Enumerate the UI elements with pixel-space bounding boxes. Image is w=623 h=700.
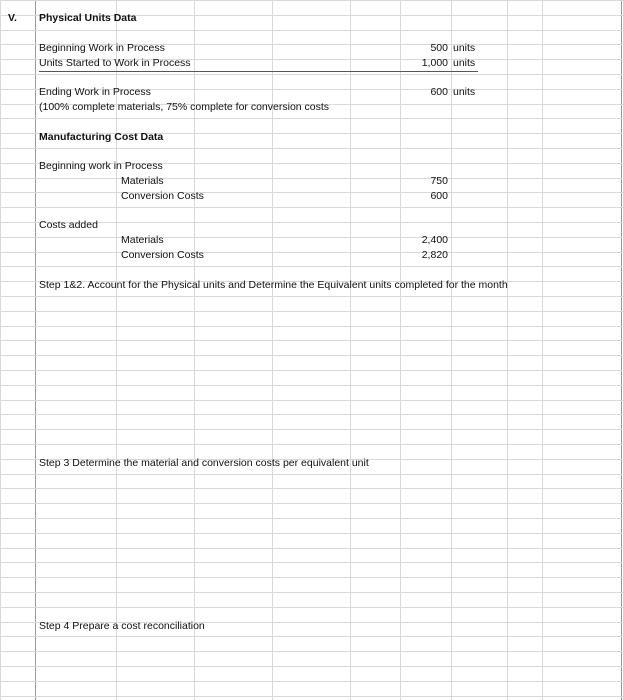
- beginning-materials-label: Materials: [121, 175, 164, 187]
- ending-wip-label: Ending Work in Process: [39, 86, 151, 98]
- step-1-2-instruction: Step 1&2. Account for the Physical units and Determine the Equivalent units completed for the month: [39, 279, 508, 291]
- grid-row-line: [0, 474, 623, 475]
- grid-row-line: [0, 562, 623, 563]
- ending-wip-value: 600: [430, 86, 448, 98]
- beginning-conversion-value: 600: [430, 190, 448, 202]
- grid-column-line: [400, 0, 401, 700]
- grid-row-line: [0, 237, 623, 238]
- grid-column-line: [542, 0, 543, 700]
- grid-row-line: [0, 148, 623, 149]
- beginning-wip-value: 500: [430, 42, 448, 54]
- added-conversion-value: 2,820: [421, 249, 448, 261]
- beginning-wip-unit: units: [453, 42, 476, 54]
- units-started-value: 1,000: [421, 57, 448, 69]
- grid-row-line: [0, 518, 623, 519]
- grid-column-line: [621, 0, 622, 700]
- grid-row-line: [0, 192, 623, 193]
- beginning-conversion-label: Conversion Costs: [121, 190, 204, 202]
- grid-row-line: [0, 548, 623, 549]
- section-label: V.: [8, 12, 17, 24]
- beginning-wip-cost-label: Beginning work in Process: [39, 160, 163, 172]
- grid-row-line: [0, 666, 623, 667]
- grid-row-line: [0, 340, 623, 341]
- grid-row-line: [0, 488, 623, 489]
- added-materials-value: 2,400: [421, 234, 448, 246]
- grid-row-line: [0, 636, 623, 637]
- grid-row-line: [0, 266, 623, 267]
- grid-row-line: [0, 681, 623, 682]
- grid-column-line: [507, 0, 508, 700]
- step-4-instruction: Step 4 Prepare a cost reconciliation: [39, 620, 205, 632]
- costs-added-label: Costs added: [39, 219, 98, 231]
- physical-units-title: Physical Units Data: [39, 12, 137, 24]
- grid-row-line: [0, 651, 623, 652]
- grid-row-line: [0, 311, 623, 312]
- grid-row-line: [0, 252, 623, 253]
- grid-column-line: [0, 0, 1, 700]
- grid-column-line: [35, 0, 36, 700]
- grid-row-line: [0, 429, 623, 430]
- grid-row-line: [0, 355, 623, 356]
- beginning-materials-value: 750: [430, 175, 448, 187]
- grid-row-line: [0, 30, 623, 31]
- grid-row-line: [0, 0, 623, 1]
- beginning-wip-label: Beginning Work in Process: [39, 42, 165, 54]
- manufacturing-cost-title: Manufacturing Cost Data: [39, 131, 164, 143]
- step-3-instruction: Step 3 Determine the material and conversion costs per equivalent unit: [39, 457, 369, 469]
- added-materials-label: Materials: [121, 234, 164, 246]
- grid-row-line: [0, 118, 623, 119]
- grid-row-line: [0, 326, 623, 327]
- grid-column-line: [350, 0, 351, 700]
- grid-row-line: [0, 74, 623, 75]
- grid-row-line: [0, 414, 623, 415]
- added-conversion-label: Conversion Costs: [121, 249, 204, 261]
- grid-column-line: [451, 0, 452, 700]
- grid-row-line: [0, 607, 623, 608]
- grid-row-line: [0, 207, 623, 208]
- grid-row-line: [0, 400, 623, 401]
- units-started-label: Units Started to Work in Process: [39, 57, 191, 69]
- grid-row-line: [0, 296, 623, 297]
- units-total-underline: [39, 71, 478, 72]
- grid-row-line: [0, 503, 623, 504]
- ending-wip-note: (100% complete materials, 75% complete for conversion costs: [39, 101, 330, 113]
- grid-row-line: [0, 696, 623, 697]
- grid-row-line: [0, 444, 623, 445]
- grid-row-line: [0, 533, 623, 534]
- units-started-unit: units: [453, 57, 476, 69]
- grid-row-line: [0, 592, 623, 593]
- grid-row-line: [0, 577, 623, 578]
- grid-row-line: [0, 385, 623, 386]
- grid-row-line: [0, 178, 623, 179]
- ending-wip-unit: units: [453, 86, 476, 98]
- grid-row-line: [0, 370, 623, 371]
